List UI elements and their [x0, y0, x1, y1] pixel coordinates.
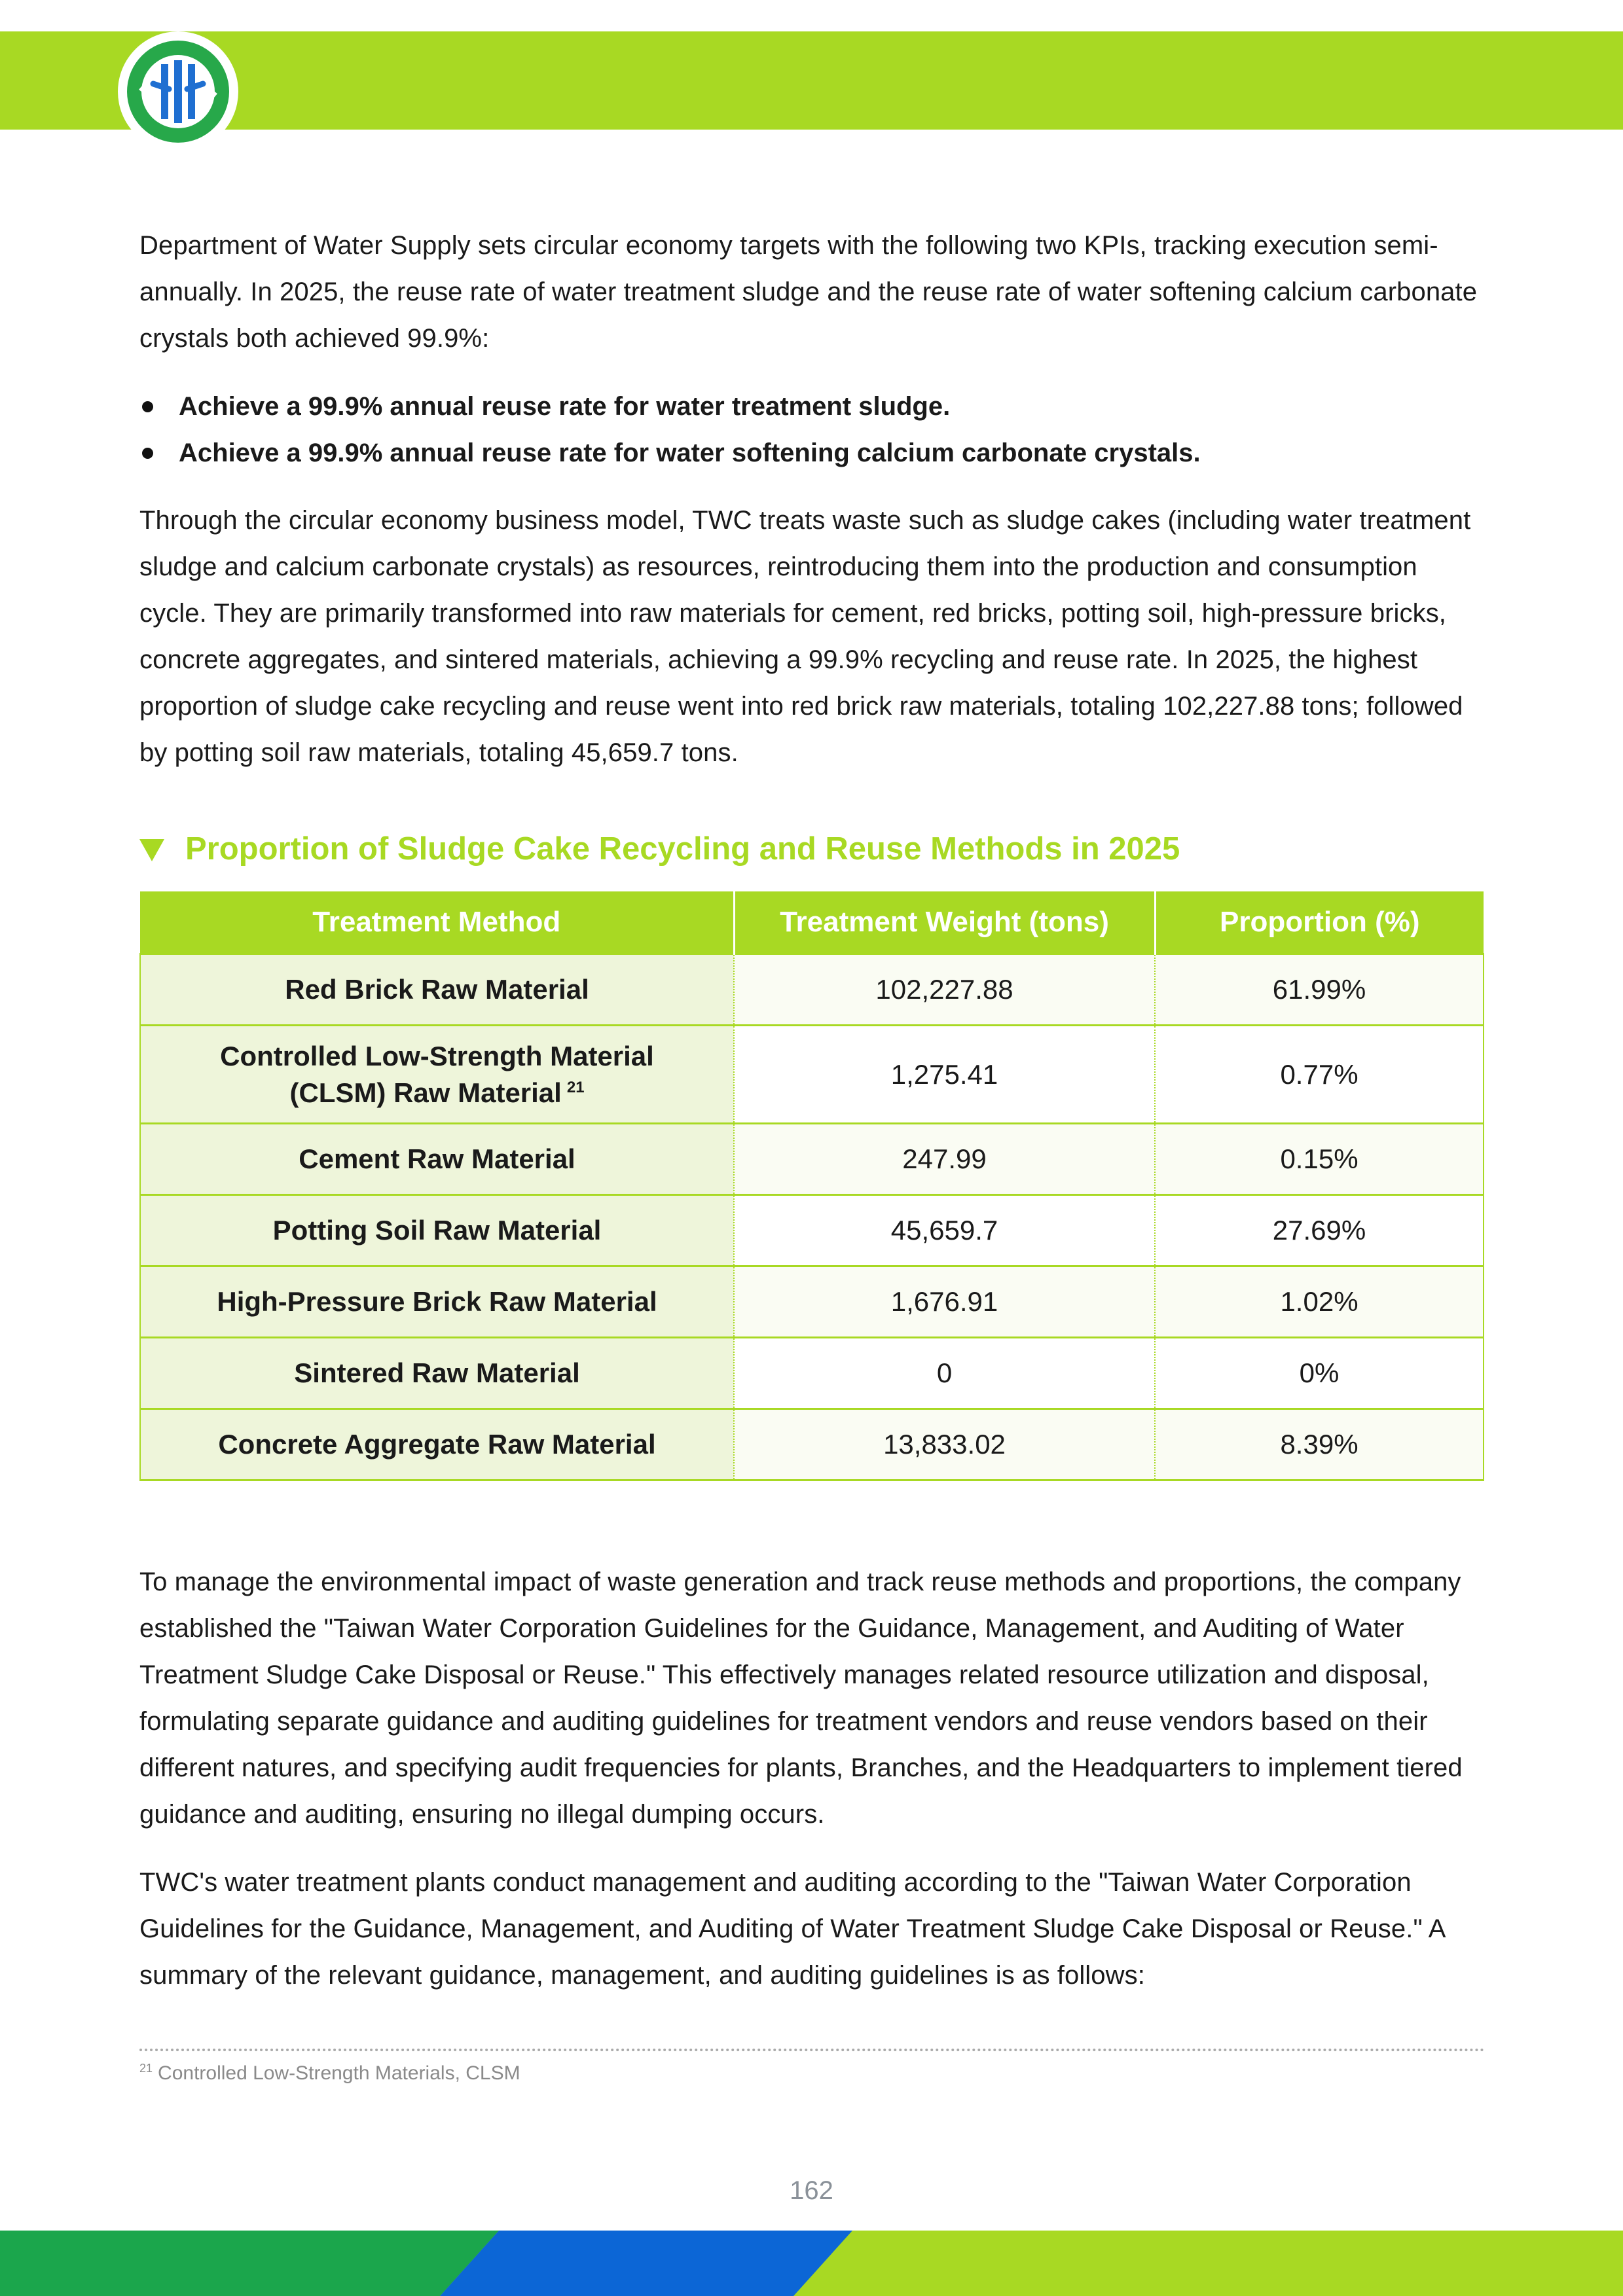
guidelines-paragraph: To manage the environmental impact of waste generation and track reuse methods and proportions, the company established the "Taiwan Water Corporation Guidelines for the Guidance, Management, and Auditing of Water Treatment Sludge Cake Disposal or Reuse." This effectively manages related resource utilization and disposal, formulating separate guidance and auditing guidelines for treatment vendors and reuse vendors based on their different natures, and specifying audit frequencies for plants, Branches, and the Headquarters to implement tiered guidance and auditing, ensuring no illegal dumping occurs. [139, 1568, 1463, 1829]
sludge-cake-table [139, 891, 1484, 1481]
intro-paragraph: Department of Water Supply sets circular economy targets with the following two KPIs, tracking execution semi-annually. In 2025, the reuse rate of water treatment sludge and the reuse rate of water softening calcium carbonate crystals both achieved 99.9%: [139, 231, 1478, 353]
footnote-divider [139, 2049, 1485, 2051]
footnote [139, 2062, 520, 2085]
header-band [0, 31, 1623, 130]
proportion-cell: 1.02% [1155, 1266, 1484, 1338]
column-header: Treatment Weight (tons) [734, 891, 1155, 954]
page-number: 162 [790, 2176, 833, 2205]
column-header: Proportion (%) [1155, 891, 1484, 954]
table-row [140, 1409, 1484, 1480]
weight-cell: 1,275.41 [734, 1026, 1155, 1124]
proportion-cell: 61.99% [1155, 954, 1484, 1026]
method-cell: Cement Raw Material [140, 1124, 734, 1195]
footnote-number: 21 [139, 2062, 153, 2075]
weight-cell: 247.99 [734, 1124, 1155, 1195]
twc-logo-icon [118, 31, 238, 152]
table-row [140, 1266, 1484, 1338]
method-cell: Red Brick Raw Material [140, 954, 734, 1026]
proportion-cell: 8.39% [1155, 1409, 1484, 1480]
column-header: Treatment Method [140, 891, 734, 954]
list-item: Achieve a 99.9% annual reuse rate for water softening calcium carbonate crystals. [139, 430, 1485, 476]
method-line: Controlled Low-Strength Material [220, 1040, 654, 1071]
circular-economy-paragraph: Through the circular economy business model, TWC treats waste such as sludge cakes (including water treatment sludge and calcium carbonate crystals) as resources, reintroducing them into the production and consumption cycle. They are primarily transformed into raw materials for cement, red bricks, potting soil, high-pressure bricks, concrete aggregates, and sintered materials, achieving a 99.9% recycling and reuse rate. In 2025, the highest proportion of sludge cake recycling and reuse went into red brick raw materials, totaling 102,227.88 tons; followed by potting soil raw materials, totaling 45,659.7 tons. [139, 506, 1471, 767]
triangle-down-icon [139, 839, 164, 861]
footnote-text: Controlled Low-Strength Materials, CLSM [158, 2062, 520, 2084]
table-header-row [140, 891, 1484, 954]
proportion-cell: 0.15% [1155, 1124, 1484, 1195]
method-cell: Potting Soil Raw Material [140, 1195, 734, 1266]
plants-auditing-paragraph: TWC's water treatment plants conduct management and auditing according to the "Taiwan Water Corporation Guidelines for the Guidance, Management, and Auditing of Water Treatment Sludge Cake Disposal or Reuse." A summary of the relevant guidance, management, and auditing guidelines is as follows: [139, 1868, 1445, 1990]
footnote-ref: 21 [566, 1078, 585, 1096]
method-cell: Sintered Raw Material [140, 1338, 734, 1409]
proportion-cell: 0.77% [1155, 1026, 1484, 1124]
list-item: Achieve a 99.9% annual reuse rate for water treatment sludge. [139, 384, 1485, 430]
table-row [140, 1026, 1484, 1124]
table-row [140, 1195, 1484, 1266]
proportion-cell: 0% [1155, 1338, 1484, 1409]
method-cell: Concrete Aggregate Raw Material [140, 1409, 734, 1480]
method-cell: High-Pressure Brick Raw Material [140, 1266, 734, 1338]
weight-cell: 1,676.91 [734, 1266, 1155, 1338]
weight-cell: 13,833.02 [734, 1409, 1155, 1480]
weight-cell: 45,659.7 [734, 1195, 1155, 1266]
weight-cell: 0 [734, 1338, 1155, 1409]
table-title-text: Proportion of Sludge Cake Recycling and Reuse Methods in 2025 [185, 831, 1180, 867]
footer-band [0, 2231, 1623, 2296]
table-title [139, 826, 1180, 872]
table-row [140, 954, 1484, 1026]
kpi-list [139, 384, 1485, 476]
method-cell [140, 1026, 734, 1124]
method-line: (CLSM) Raw Material [289, 1077, 562, 1108]
proportion-cell: 27.69% [1155, 1195, 1484, 1266]
weight-cell: 102,227.88 [734, 954, 1155, 1026]
table-row [140, 1338, 1484, 1409]
table-row [140, 1124, 1484, 1195]
